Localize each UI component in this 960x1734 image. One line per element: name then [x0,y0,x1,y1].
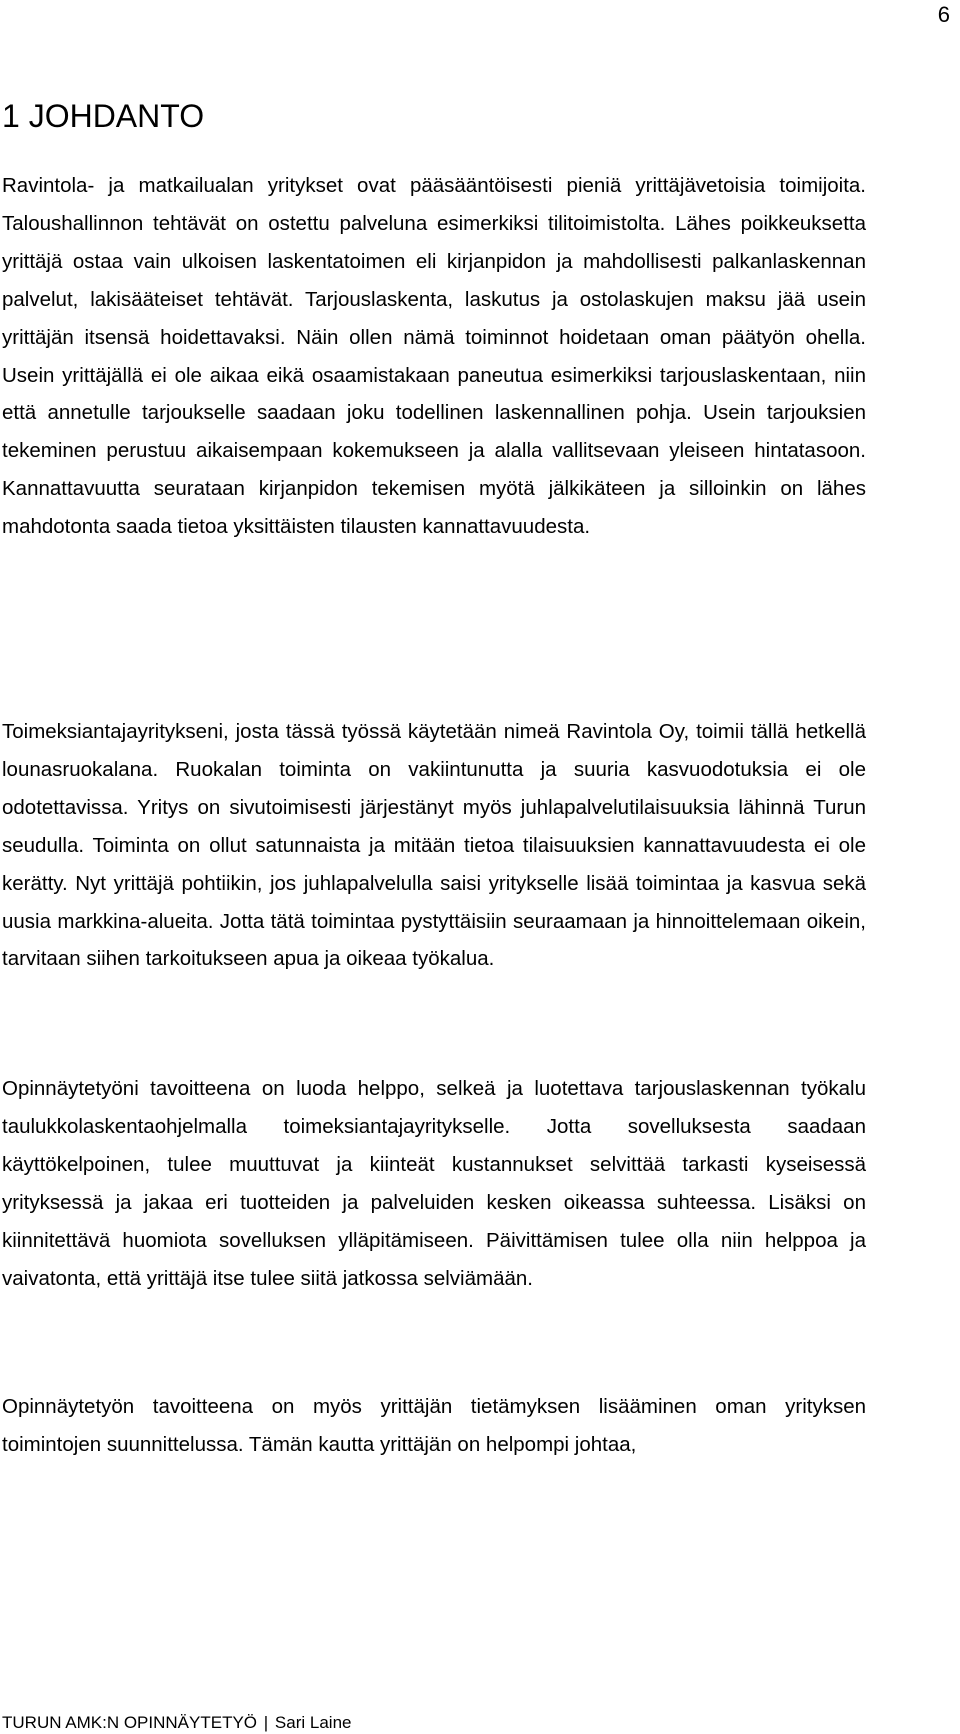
paragraph-3: Opinnäytetyöni tavoitteena on luoda helppo, selkeä ja luotettava tarjouslaskennan työkalu taulukkolaskentaohjelmalla toimeksiantajayritykselle. Jotta sovelluksesta saadaan käyttökelpoinen, tulee muuttuvat ja kiinteät kustannukset selvittää tarkasti kyseisessä yrityksessä ja jakaa eri tuotteiden ja palveluiden kesken oikeassa suhteessa. Lisäksi on kiinnitettävä huomiota sovelluksen ylläpitämiseen. Päivittämisen tulee olla niin helppoa ja vaivatonta, että yrittäjä itse tulee siitä jatkossa selviämään. [2,1077,866,1290]
footer-separator: | [263,1713,269,1732]
page-footer [2,1713,351,1733]
footer-author: Sari Laine [274,1713,352,1732]
page-number: 6 [937,2,950,27]
paragraph-4: Opinnäytetyön tavoitteena on myös yrittäjän tietämyksen lisääminen oman yrityksen toimintojen suunnittelussa. Tämän kautta yrittäjän on helpompi johtaa, [2,1395,866,1456]
paragraph-2: Toimeksiantajayritykseni, josta tässä työssä käytetään nimeä Ravintola Oy, toimii tällä hetkellä lounasruokalana. Ruokalan toiminta on vakiintunutta ja suuria kasvuodotuksia ei ole odotettavissa. Yritys on sivutoimisesti järjestänyt myös juhlapalvelutilaisuuksia lähinnä Turun seudulla. Toiminta on ollut satunnaista ja mitään tietoa tilaisuuksien kannattavuudesta ei ole kerätty. Nyt yrittäjä pohtiikin, jos juhlapalvelulla saisi yritykselle lisää toimintaa ja kasvua sekä uusia markkina-alueita. Jotta tätä toimintaa pystyttäisiin seuraamaan ja hinnoittelemaan oikein, tarvitaan siihen tarkoitukseen apua ja oikeaa työkalua. [2,720,866,971]
paragraph-1: Ravintola- ja matkailualan yritykset ovat pääsääntöisesti pieniä yrittäjävetoisia toimijoita. Taloushallinnon tehtävät on ostettu palveluna esimerkiksi tilitoimistolta. Lähes poikkeuksetta yrittäjä ostaa vain ulkoisen laskentatoimen eli kirjanpidon ja mahdollisesti palkanlaskennan palvelut, lakisääteiset tehtävät. Tarjouslaskenta, laskutus ja ostolaskujen maksu jää usein yrittäjän itsensä hoidettavaksi. Näin ollen nämä toiminnot hoidetaan oman päätyön ohella. Usein yrittäjällä ei ole aikaa eikä osaamistakaan paneutua esimerkiksi tarjouslaskentaan, niin että annetulle tarjoukselle saadaan joku todellinen laskennallinen pohja. Usein tarjouksien tekeminen perustuu aikaisempaan kokemukseen ja alalla vallitsevaan yleiseen hintatasoon. Kannattavuutta seurataan kirjanpidon tekemisen myötä jälkikäteen ja silloinkin on lähes mahdotonta saada tietoa yksittäisten tilausten kannattavuudesta. [2,174,866,539]
chapter-heading: 1 JOHDANTO [2,98,205,134]
footer-school: TURUN AMK:N OPINNÄYTETYÖ [2,1713,258,1732]
